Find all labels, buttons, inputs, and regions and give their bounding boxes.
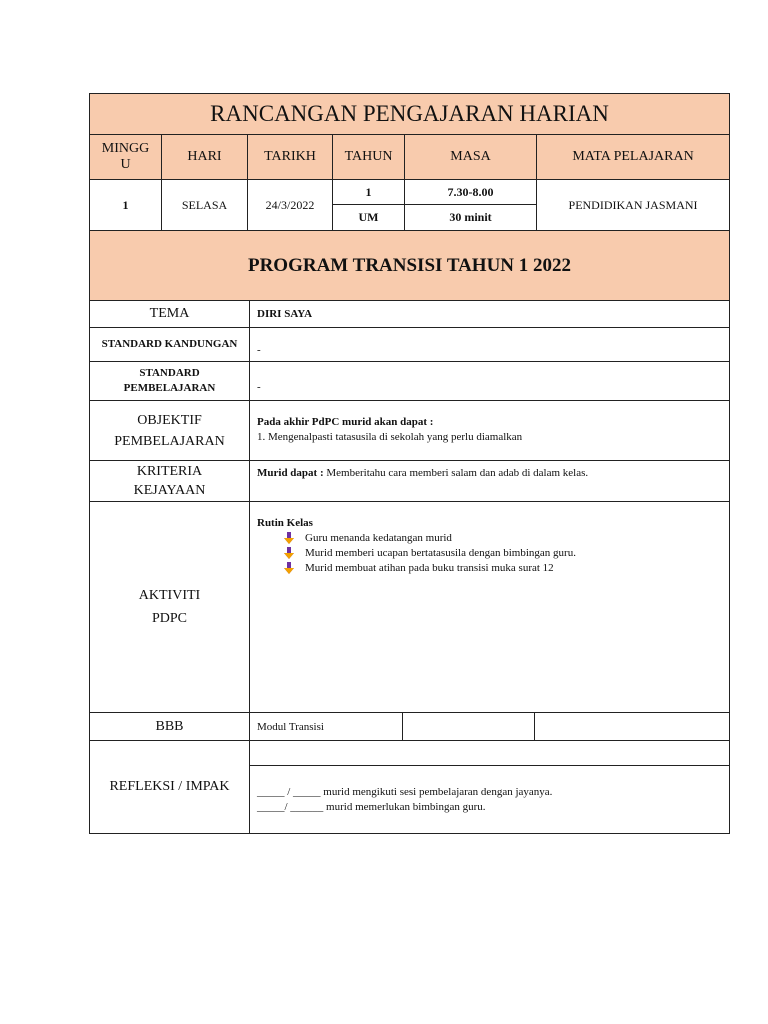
kriteria-text: Memberitahu cara memberi salam dan adab di dalam kelas. [323, 467, 589, 479]
standard-pembelajaran-label-line-2: PEMBELAJARAN [123, 382, 216, 394]
value-masa-2: 30 minit [405, 205, 537, 231]
kriteria-label-line-1: KRITERIA [136, 464, 203, 479]
bbb-label: BBB [90, 713, 250, 741]
standard-pembelajaran-label [90, 362, 250, 401]
kriteria-label [90, 461, 250, 502]
header-tarikh: TARIKH [248, 135, 333, 180]
bbb-empty-cell [403, 713, 535, 741]
aktiviti-label [90, 502, 250, 713]
aktiviti-steps [257, 531, 729, 576]
bullet-arrow-icon [283, 547, 295, 560]
header-mata-pelajaran: MATA PELAJARAN [537, 135, 730, 180]
standard-kandungan-label: STANDARD KANDUNGAN [90, 328, 250, 362]
objektif-label-line-1: OBJEKTIF [137, 412, 202, 428]
value-tahun-1: 1 [333, 180, 405, 205]
refleksi-content [250, 766, 730, 834]
header-minggu: MINGG U [90, 135, 162, 180]
header-tahun: TAHUN [333, 135, 405, 180]
value-masa-1: 7.30-8.00 [405, 180, 537, 205]
refleksi-empty-row [250, 741, 730, 766]
aktiviti-step-text: Guru menanda kedatangan murid [305, 532, 452, 544]
aktiviti-heading: Rutin Kelas [257, 517, 313, 529]
aktiviti-step [282, 531, 729, 546]
objektif-label-line-2: PEMBELAJARAN [114, 433, 225, 449]
standard-pembelajaran-label-line-1: STANDARD [139, 367, 200, 379]
aktiviti-label-line-2: PDPC [151, 611, 188, 626]
kriteria-lead: Murid dapat : [257, 467, 324, 479]
header-hari: HARI [162, 135, 248, 180]
refleksi-label: REFLEKSI / IMPAK [90, 741, 250, 834]
detail-table [89, 300, 730, 834]
aktiviti-step-text: Murid memberi ucapan bertatasusila dengan bimbingan guru. [305, 547, 576, 559]
refleksi-line-1: _____ / _____ murid mengikuti sesi pembelajaran dengan jayanya. [257, 786, 553, 798]
aktiviti-step-text: Murid membuat atihan pada buku transisi muka surat 12 [305, 562, 554, 574]
aktiviti-label-line-1: AKTIVITI [138, 588, 201, 603]
objektif-label [90, 401, 250, 461]
header-masa: MASA [405, 135, 537, 180]
standard-kandungan-value: - [250, 328, 730, 362]
kriteria-content [250, 461, 730, 502]
tema-value: DIRI SAYA [250, 301, 730, 328]
refleksi-line-2: _____/ ______ murid memerlukan bimbingan guru. [257, 801, 486, 813]
aktiviti-step [282, 561, 729, 576]
objektif-lead: Pada akhir PdPC murid akan dapat : [257, 416, 434, 428]
bullet-arrow-icon [283, 532, 295, 545]
value-tahun-2: UM [333, 205, 405, 231]
value-hari: SELASA [162, 180, 248, 231]
value-tarikh: 24/3/2022 [248, 180, 333, 231]
header-table [89, 93, 730, 301]
tema-label: TEMA [90, 301, 250, 328]
page-title: RANCANGAN PENGAJARAN HARIAN [90, 94, 730, 135]
aktiviti-step [282, 546, 729, 561]
bbb-empty-cell [535, 713, 730, 741]
objektif-item: 1. Mengenalpasti tatasusila di sekolah yang perlu diamalkan [257, 431, 523, 443]
lesson-plan-document [89, 93, 729, 834]
objektif-content [250, 401, 730, 461]
value-minggu: 1 [90, 180, 162, 231]
standard-pembelajaran-value: - [250, 362, 730, 401]
aktiviti-content [250, 502, 730, 713]
kriteria-label-line-2: KEJAYAAN [133, 483, 206, 498]
program-title: PROGRAM TRANSISI TAHUN 1 2022 [90, 231, 730, 301]
bullet-arrow-icon [283, 562, 295, 575]
value-mata-pelajaran: PENDIDIKAN JASMANI [537, 180, 730, 231]
bbb-value: Modul Transisi [250, 713, 403, 741]
